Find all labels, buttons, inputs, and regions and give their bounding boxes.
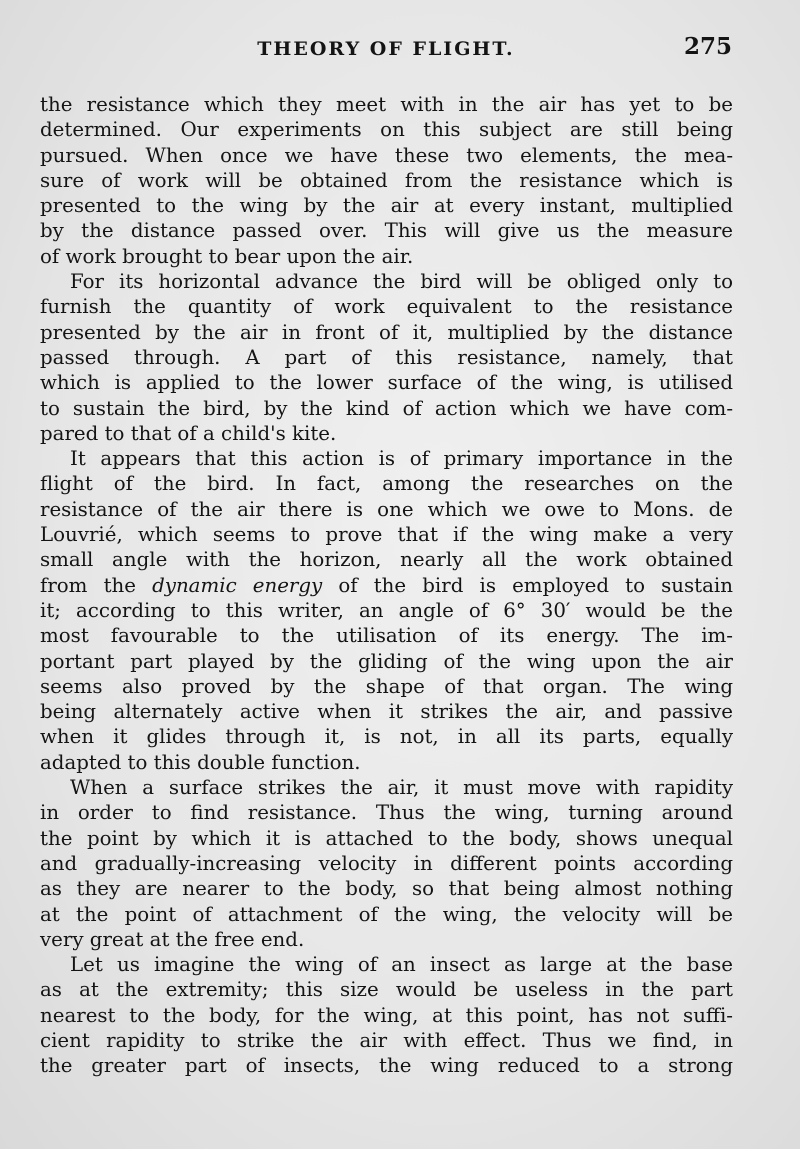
text-line: of work brought to bear upon the air. [40,244,414,268]
paragraph [40,269,733,446]
text-line: to sustain the bird, by the kind of action which we have com- [40,396,733,420]
text-line: presented by the air in front of it, multiplied by the distance [40,320,733,344]
italic-phrase: dynamic energy [152,573,323,597]
text-line: resistance of the air there is one which we owe to Mons. de [40,497,733,521]
text-line: very great at the free end. [40,927,305,951]
text-line: in order to find resistance. Thus the wing, turning around [40,801,733,825]
text-line: it; according to this writer, an angle of 6° 30′ would be the [40,598,733,622]
text-line: by the distance passed over. This will give us the measure [40,219,733,243]
text-line: when it glides through it, is not, in all its parts, equally [40,725,733,749]
text-line: cient rapidity to strike the air with effect. Thus we find, in [40,1028,733,1052]
text-run: from the [40,573,153,597]
text-line: seems also proved by the shape of that organ. The wing [40,674,733,698]
text-line: determined. Our experiments on this subject are still being [40,118,733,142]
text-line: For its horizontal advance the bird will be obliged only to [70,270,733,294]
text-line: the resistance which they meet with in the air has yet to be [40,93,733,116]
text-line: passed through. A part of this resistance, namely, that [40,345,733,369]
text-line: presented to the wing by the air at every instant, multiplied [40,194,733,218]
text-line: Louvrié, which seems to prove that if the wing make a very [40,523,733,547]
text-line: Let us imagine the wing of an insect as large at the base [70,953,733,977]
text-line: which is applied to the lower surface of the wing, is utilised [40,371,733,395]
text-line: small angle with the horizon, nearly all the work obtained [40,548,733,572]
text-line: portant part played by the gliding of the wing upon the air [40,649,733,673]
text-line: as at the extremity; this size would be useless in the part [40,978,733,1002]
paragraph [40,446,733,775]
text-line: It appears that this action is of primary importance in the [70,447,733,471]
text-line: furnish the quantity of work equivalent to the resistance [40,295,733,319]
text-line: being alternately active when it strikes the air, and passive [40,700,733,724]
text-line: nearest to the body, for the wing, at this point, has not suffi- [40,1003,733,1027]
text-line: pared to that of a child's kite. [40,421,337,445]
text-line: the point by which it is attached to the body, shows unequal [40,826,733,850]
text-line: and gradually-increasing velocity in different points according [40,851,733,875]
page-number: 275 [683,33,732,60]
paragraph [40,952,733,1078]
text-line: as they are nearer to the body, so that being almost nothing [40,877,733,901]
text-line: sure of work will be obtained from the resistance which is [40,168,733,192]
paragraph [40,775,733,952]
text-line: pursued. When once we have these two elements, the mea- [40,143,733,167]
text-line: most favourable to the utilisation of its energy. The im- [40,624,733,648]
running-header-title: THEORY OF FLIGHT. [257,38,515,60]
text-line: adapted to this double function. [40,750,361,774]
text-line-with-italic [40,573,733,598]
paragraph [40,92,733,269]
text-run: of the bird is employed to sustain [322,573,733,597]
text-line: flight of the bird. In fact, among the researches on the [40,472,733,496]
text-line: When a surface strikes the air, it must move with rapidity [70,776,733,800]
text-line: the greater part of insects, the wing reduced to a strong [40,1054,733,1078]
body-text [40,92,733,1079]
text-line: at the point of attachment of the wing, the velocity will be [40,902,733,926]
